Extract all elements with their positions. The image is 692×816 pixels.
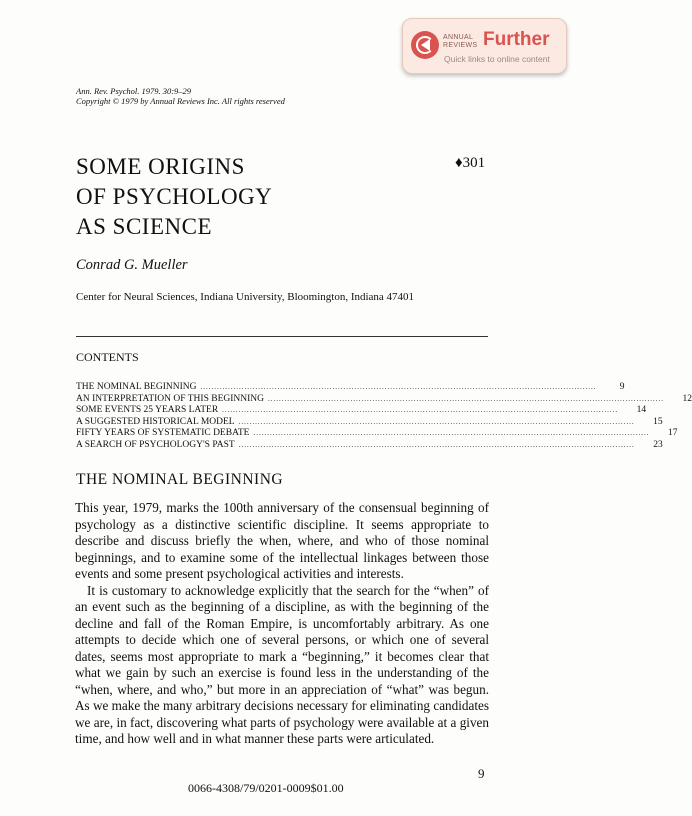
article-code: 0066-4308/79/0201-0009$01.00 (188, 781, 344, 795)
section-heading: THE NOMINAL BEGINNING (76, 471, 284, 488)
title-line: AS SCIENCE (76, 214, 212, 239)
author-affiliation: Center for Neural Sciences, Indiana University, Bloomington, Indiana 47401 (76, 291, 415, 303)
contents-heading: CONTENTS (76, 350, 139, 364)
journal-citation: Ann. Rev. Psychol. 1979. 30:9–29 (76, 86, 192, 96)
toc-item[interactable]: FIFTY YEARS OF SYSTEMATIC DEBATE ................................................................................................................................................ 17 (76, 428, 678, 438)
copyright-line: Copyright © 1979 by Annual Reviews Inc. All rights reserved (76, 96, 285, 106)
paragraph: It is customary to acknowledge explicitly that the search for the “when” of an event such as the beginning of a discipline, as with the beginning of the decline and fall of the Roman Empire, is uncomfortably arbitrary. As one attempts to decide which one of several persons, or which one of several dates, seems most appropriate to mark a “beginning,” it becomes clear that what we gain by such an exercise is found less in the understanding of the “when, where, and who,” but more in an appreciation of “what” was begun. As we make the many arbitrary decisions necessary for eliminating candidates we are, in fact, discovering what parts of psychology were available at a given time, and how well and in what manner these parts were articulated. (75, 582, 489, 746)
page-number: 9 (478, 766, 485, 781)
further-label: Further (483, 29, 550, 50)
further-subtitle: Quick links to online content (444, 54, 550, 64)
divider (76, 336, 488, 337)
body-text (75, 500, 489, 748)
title-line: OF PSYCHOLOGY (76, 184, 273, 209)
toc-item[interactable]: A SEARCH OF PSYCHOLOGY'S PAST ................................................................................................................................................ 23 (76, 439, 663, 450)
toc-item[interactable]: A SUGGESTED HISTORICAL MODEL ................................................................................................................................................ 15 (76, 416, 663, 427)
table-of-contents (76, 382, 692, 451)
toc-item[interactable]: AN INTERPRETATION OF THIS BEGINNING ................................................................................................................................................ 12 (76, 393, 692, 404)
article-title (76, 152, 272, 242)
play-logo-icon (411, 31, 439, 59)
further-badge[interactable] (402, 18, 567, 74)
author-name: Conrad G. Mueller (76, 257, 188, 273)
publisher-label: ANNUAL REVIEWS (443, 34, 478, 49)
article-number: ♦301 (455, 155, 486, 171)
title-line: SOME ORIGINS (76, 154, 245, 179)
toc-item[interactable]: THE NOMINAL BEGINNING ................................................................................................................................................ 9 (76, 382, 625, 392)
toc-item[interactable]: SOME EVENTS 25 YEARS LATER ................................................................................................................................................ 14 (76, 405, 647, 415)
paragraph: This year, 1979, marks the 100th anniversary of the consensual beginning of psychology as a distinctive scientific discipline. It seems appropriate to describe and discuss briefly the when, where, and who of those nominal beginnings, and to examine some of the intellectual linkages between those events and some present psychological activities and interests. (75, 500, 489, 581)
